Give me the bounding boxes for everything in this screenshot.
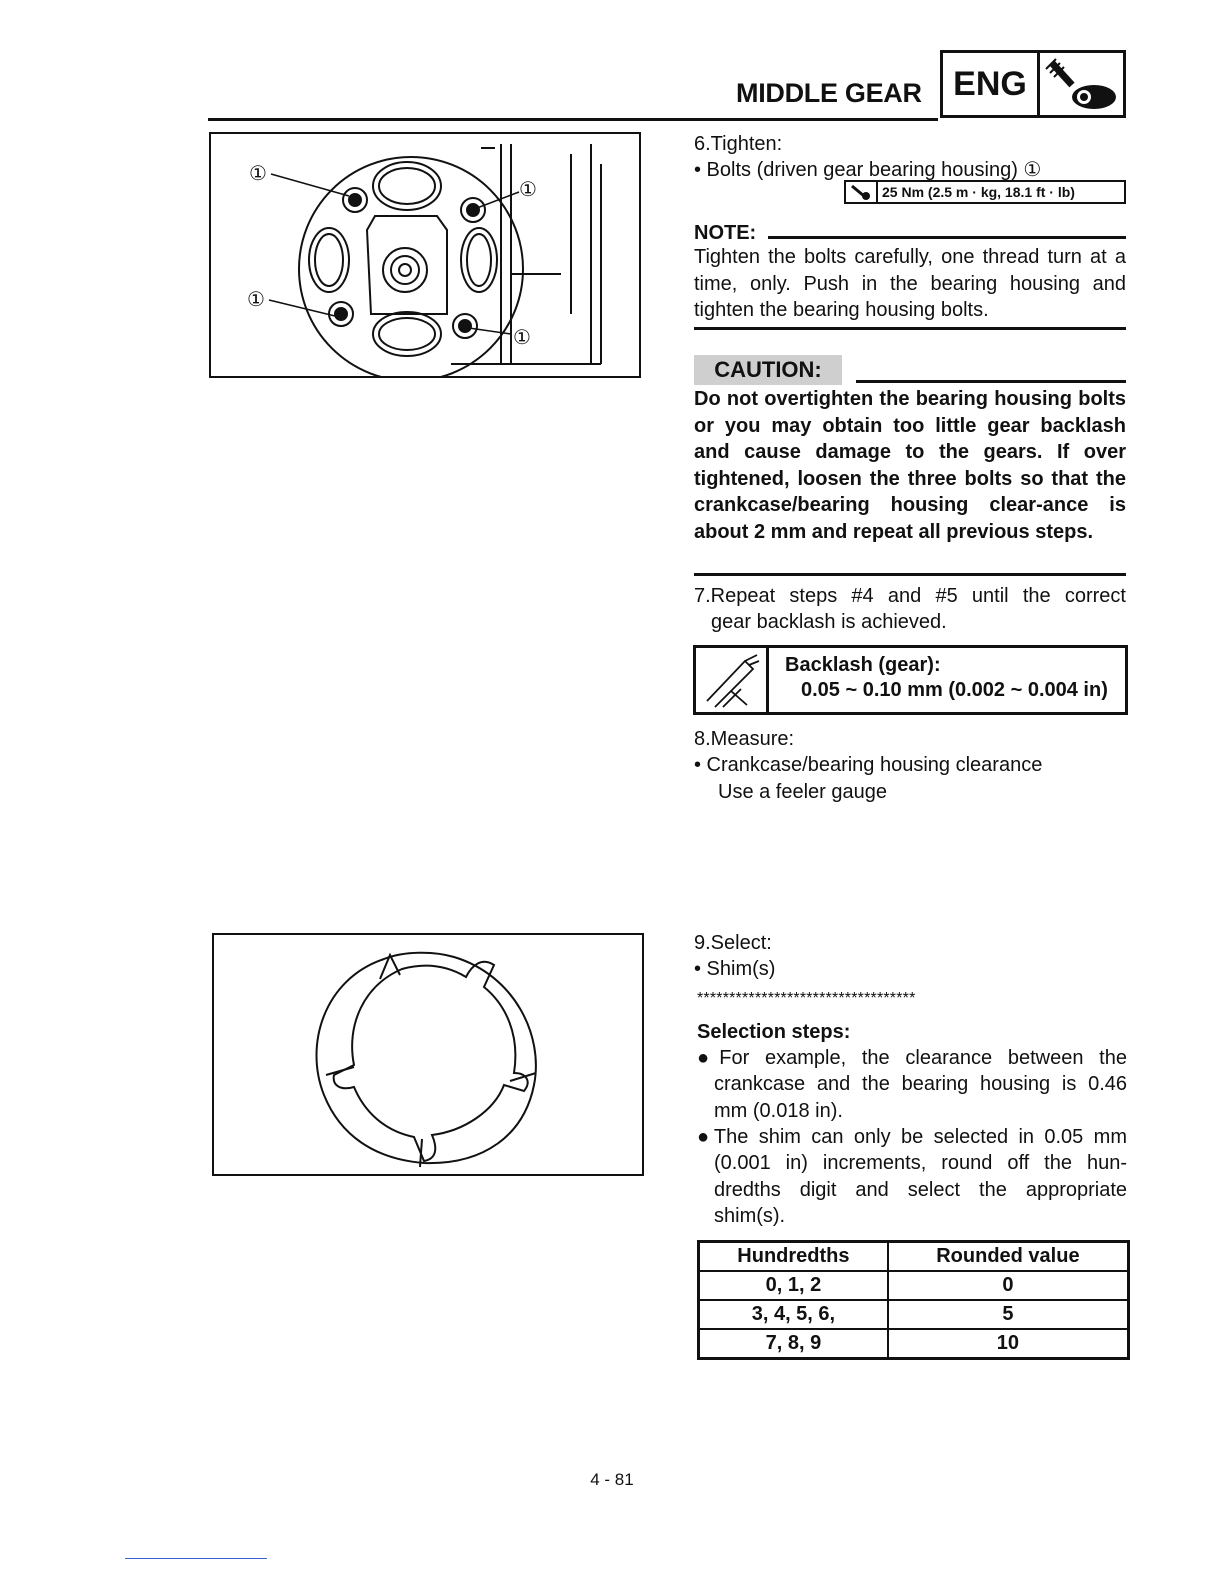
caution-label: CAUTION: [694, 355, 842, 385]
step8-sub: Use a feeler gauge [718, 781, 888, 803]
callout-1c: ① [247, 287, 265, 311]
step8-heading: 8.Measure: [694, 728, 795, 750]
table-row [699, 1329, 1129, 1359]
section-label: ENG [943, 53, 1040, 115]
table-row [699, 1300, 1129, 1329]
table-cell: 3, 4, 5, 6, [699, 1300, 888, 1329]
caution-rule-bottom [694, 573, 1126, 576]
page-title: MIDDLE GEAR [736, 78, 922, 108]
star-divider: ********************************** [697, 990, 916, 1007]
example1-line1: ●For example, the clearance between the [697, 1047, 1127, 1069]
footer-rule [125, 1558, 267, 1559]
selection-heading: Selection steps: [697, 1021, 851, 1043]
backlash-spec [693, 645, 1128, 715]
caution-text: Do not overtighten the bearing housing bolts or you may obtain too little gear backlash and cause damage to the gears. If over tightened, loosen the three bolts so that the crankcase/bearing housing clear-ance is about 2 mm and repeat all previous steps. [694, 388, 1126, 543]
bearing-housing-figure [209, 132, 641, 378]
step7-line2: gear backlash is achieved. [711, 611, 947, 633]
spec-label: Backlash (gear): [785, 654, 941, 676]
step7-line1: 7.Repeat steps #4 and #5 until the correct [694, 585, 1126, 607]
table-cell: 10 [888, 1329, 1129, 1359]
step6-heading: 6.Tighten: [694, 133, 783, 155]
step8-bullet: • Crankcase/bearing housing clearance [694, 754, 1043, 776]
step9-heading: 9.Select: [694, 932, 772, 954]
bearing-housing-illustration [211, 134, 639, 376]
header-rule [208, 118, 938, 121]
shim-illustration [214, 935, 642, 1174]
torque-wrench-icon [846, 182, 878, 202]
callout-1d: ① [513, 325, 531, 349]
table-cell: 0, 1, 2 [699, 1271, 888, 1300]
note-text: Tighten the bolts carefully, one thread turn at a time, only. Push in the bearing housing and tighten the bearing housing bolts. [694, 246, 1126, 321]
page-number: 4 - 81 [590, 1470, 634, 1489]
torque-spec [844, 180, 1126, 204]
shim-figure [212, 933, 644, 1176]
note-rule-top [768, 236, 1126, 239]
note-rule-bottom [694, 327, 1126, 330]
engine-icon [1040, 53, 1123, 115]
example2-line1: ●The shim can only be selected in 0.05 mm [697, 1126, 1127, 1148]
rounding-table [697, 1240, 1130, 1360]
spec-value: 0.05 ~ 0.10 mm (0.002 ~ 0.004 in) [801, 679, 1108, 701]
callout-1b: ① [519, 177, 537, 201]
table-header: Hundredths [699, 1242, 888, 1272]
table-cell: 5 [888, 1300, 1129, 1329]
table-row [699, 1271, 1129, 1300]
caution-rule-top [856, 380, 1126, 383]
table-cell: 0 [888, 1271, 1129, 1300]
step6-bullet: • Bolts (driven gear bearing housing) ① [694, 159, 1042, 181]
table-header: Rounded value [888, 1242, 1129, 1272]
example2-rest: (0.001 in) increments, round off the hun-dredths digit and select the appropriate shim(s). [714, 1152, 1127, 1227]
table-cell: 7, 8, 9 [699, 1329, 888, 1359]
example1-rest: crankcase and the bearing housing is 0.46 mm (0.018 in). [714, 1073, 1127, 1122]
callout-1a: ① [249, 161, 267, 185]
section-badge [940, 50, 1126, 118]
note-label: NOTE: [694, 222, 757, 244]
torque-value: 25 Nm (2.5 m · kg, 18.1 ft · lb) [882, 184, 1075, 200]
caliper-icon [696, 648, 769, 712]
step9-bullet: • Shim(s) [694, 958, 776, 980]
